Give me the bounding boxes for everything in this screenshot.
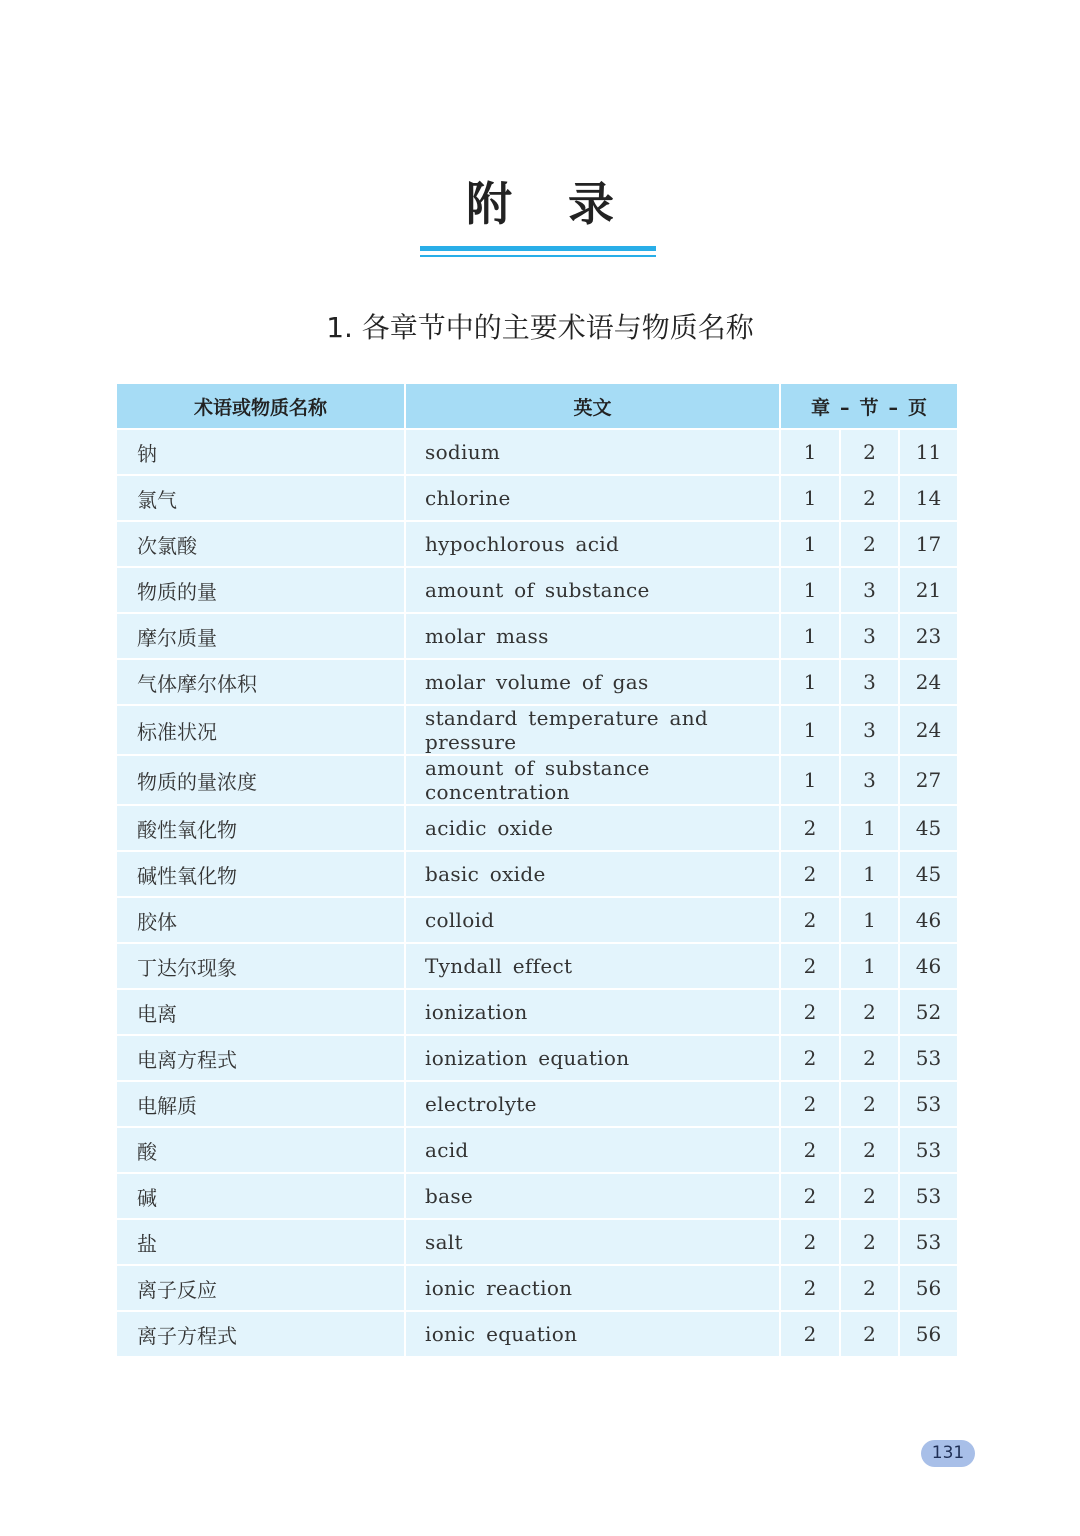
section-cell: 1 [841, 944, 900, 990]
table-row [117, 852, 957, 898]
page-cell: 24 [900, 660, 957, 706]
page-cell: 17 [900, 522, 957, 568]
page-cell: 53 [900, 1036, 957, 1082]
term-cell: 电离方程式 [117, 1036, 406, 1082]
section-cell: 2 [841, 1312, 900, 1358]
header-term: 术语或物质名称 [117, 384, 406, 430]
chapter-cell: 1 [781, 522, 841, 568]
english-cell: chlorine [406, 476, 781, 522]
chapter-cell: 2 [781, 898, 841, 944]
section-cell: 1 [841, 852, 900, 898]
section-cell: 3 [841, 614, 900, 660]
table-row [117, 1036, 957, 1082]
english-cell: sodium [406, 430, 781, 476]
english-cell: base [406, 1174, 781, 1220]
table-row [117, 476, 957, 522]
section-cell: 3 [841, 756, 900, 806]
term-cell: 钠 [117, 430, 406, 476]
term-cell: 次氯酸 [117, 522, 406, 568]
english-cell: ionic reaction [406, 1266, 781, 1312]
table-row [117, 898, 957, 944]
english-cell: molar volume of gas [406, 660, 781, 706]
term-cell: 酸 [117, 1128, 406, 1174]
table-row [117, 1312, 957, 1358]
section-cell: 3 [841, 706, 900, 756]
chapter-cell: 1 [781, 660, 841, 706]
chapter-cell: 2 [781, 806, 841, 852]
table-row [117, 614, 957, 660]
chapter-cell: 2 [781, 944, 841, 990]
english-cell: hypochlorous acid [406, 522, 781, 568]
english-cell: basic oxide [406, 852, 781, 898]
table-row [117, 1220, 957, 1266]
page-cell: 14 [900, 476, 957, 522]
table-row [117, 568, 957, 614]
english-cell: molar mass [406, 614, 781, 660]
page-cell: 53 [900, 1220, 957, 1266]
section-cell: 2 [841, 476, 900, 522]
chapter-cell: 1 [781, 568, 841, 614]
page-cell: 27 [900, 756, 957, 806]
header-separator: – [840, 396, 850, 419]
term-cell: 胶体 [117, 898, 406, 944]
english-cell: standard temperature and pressure [406, 706, 781, 756]
term-cell: 氯气 [117, 476, 406, 522]
chapter-cell: 2 [781, 990, 841, 1036]
section-cell: 2 [841, 990, 900, 1036]
term-cell: 物质的量 [117, 568, 406, 614]
section-cell: 2 [841, 1128, 900, 1174]
chapter-cell: 2 [781, 1266, 841, 1312]
chapter-cell: 2 [781, 1312, 841, 1358]
term-cell: 离子反应 [117, 1266, 406, 1312]
table-row [117, 944, 957, 990]
section-cell: 2 [841, 1266, 900, 1312]
table-header-row [117, 384, 957, 430]
section-cell: 1 [841, 806, 900, 852]
term-cell: 离子方程式 [117, 1312, 406, 1358]
table-row [117, 990, 957, 1036]
term-cell: 电解质 [117, 1082, 406, 1128]
page-title: 附录 [466, 177, 670, 231]
header-section: 节 [859, 396, 879, 419]
english-cell: acid [406, 1128, 781, 1174]
section-title: 1. 各章节中的主要术语与物质名称 [326, 311, 754, 344]
term-cell: 酸性氧化物 [117, 806, 406, 852]
table-row [117, 706, 957, 756]
english-cell: amount of substance [406, 568, 781, 614]
chapter-cell: 1 [781, 756, 841, 806]
header-separator: – [888, 396, 899, 419]
table-body [117, 430, 957, 1358]
section-cell: 3 [841, 660, 900, 706]
table-row [117, 1128, 957, 1174]
table-row [117, 756, 957, 806]
term-cell: 气体摩尔体积 [117, 660, 406, 706]
title-underline-thin [420, 255, 656, 257]
section-cell: 2 [841, 1082, 900, 1128]
term-cell: 标准状况 [117, 706, 406, 756]
english-cell: salt [406, 1220, 781, 1266]
table-row [117, 660, 957, 706]
english-cell: electrolyte [406, 1082, 781, 1128]
term-cell: 碱 [117, 1174, 406, 1220]
chapter-cell: 2 [781, 1036, 841, 1082]
page-cell: 21 [900, 568, 957, 614]
english-cell: ionization equation [406, 1036, 781, 1082]
table-row [117, 1174, 957, 1220]
section-cell: 2 [841, 522, 900, 568]
section-cell: 1 [841, 898, 900, 944]
page-cell: 56 [900, 1266, 957, 1312]
page-cell: 53 [900, 1174, 957, 1220]
table-row [117, 522, 957, 568]
page-cell: 46 [900, 898, 957, 944]
english-cell: ionic equation [406, 1312, 781, 1358]
chapter-cell: 1 [781, 706, 841, 756]
term-cell: 碱性氧化物 [117, 852, 406, 898]
page-cell: 23 [900, 614, 957, 660]
term-cell: 盐 [117, 1220, 406, 1266]
term-cell: 摩尔质量 [117, 614, 406, 660]
chapter-cell: 2 [781, 1082, 841, 1128]
chapter-cell: 2 [781, 1174, 841, 1220]
page-cell: 56 [900, 1312, 957, 1358]
section-cell: 2 [841, 1174, 900, 1220]
header-english: 英文 [406, 384, 781, 430]
chapter-cell: 1 [781, 614, 841, 660]
header-chapter-section-page [781, 384, 957, 430]
page-cell: 24 [900, 706, 957, 756]
chapter-cell: 2 [781, 1220, 841, 1266]
page-cell: 45 [900, 852, 957, 898]
header-chapter: 章 [810, 396, 830, 419]
term-cell: 丁达尔现象 [117, 944, 406, 990]
english-cell: ionization [406, 990, 781, 1036]
term-cell: 电离 [117, 990, 406, 1036]
english-cell: colloid [406, 898, 781, 944]
english-cell: Tyndall effect [406, 944, 781, 990]
title-underline-thick [420, 246, 656, 251]
term-cell: 物质的量浓度 [117, 756, 406, 806]
english-cell: amount of substance concentration [406, 756, 781, 806]
table-row [117, 1082, 957, 1128]
chapter-cell: 1 [781, 476, 841, 522]
page-cell: 45 [900, 806, 957, 852]
section-cell: 3 [841, 568, 900, 614]
page-cell: 46 [900, 944, 957, 990]
table-row [117, 806, 957, 852]
section-cell: 2 [841, 1036, 900, 1082]
section-cell: 2 [841, 430, 900, 476]
english-cell: acidic oxide [406, 806, 781, 852]
table-row [117, 1266, 957, 1312]
page-cell: 53 [900, 1082, 957, 1128]
section-cell: 2 [841, 1220, 900, 1266]
page-cell: 52 [900, 990, 957, 1036]
title-underline [420, 246, 656, 257]
chapter-cell: 2 [781, 852, 841, 898]
page-cell: 11 [900, 430, 957, 476]
chapter-cell: 2 [781, 1128, 841, 1174]
glossary-table [117, 384, 957, 1358]
page-number-badge: 131 [921, 1440, 975, 1467]
chapter-cell: 1 [781, 430, 841, 476]
header-page: 页 [908, 396, 928, 419]
table-row [117, 430, 957, 476]
page-cell: 53 [900, 1128, 957, 1174]
